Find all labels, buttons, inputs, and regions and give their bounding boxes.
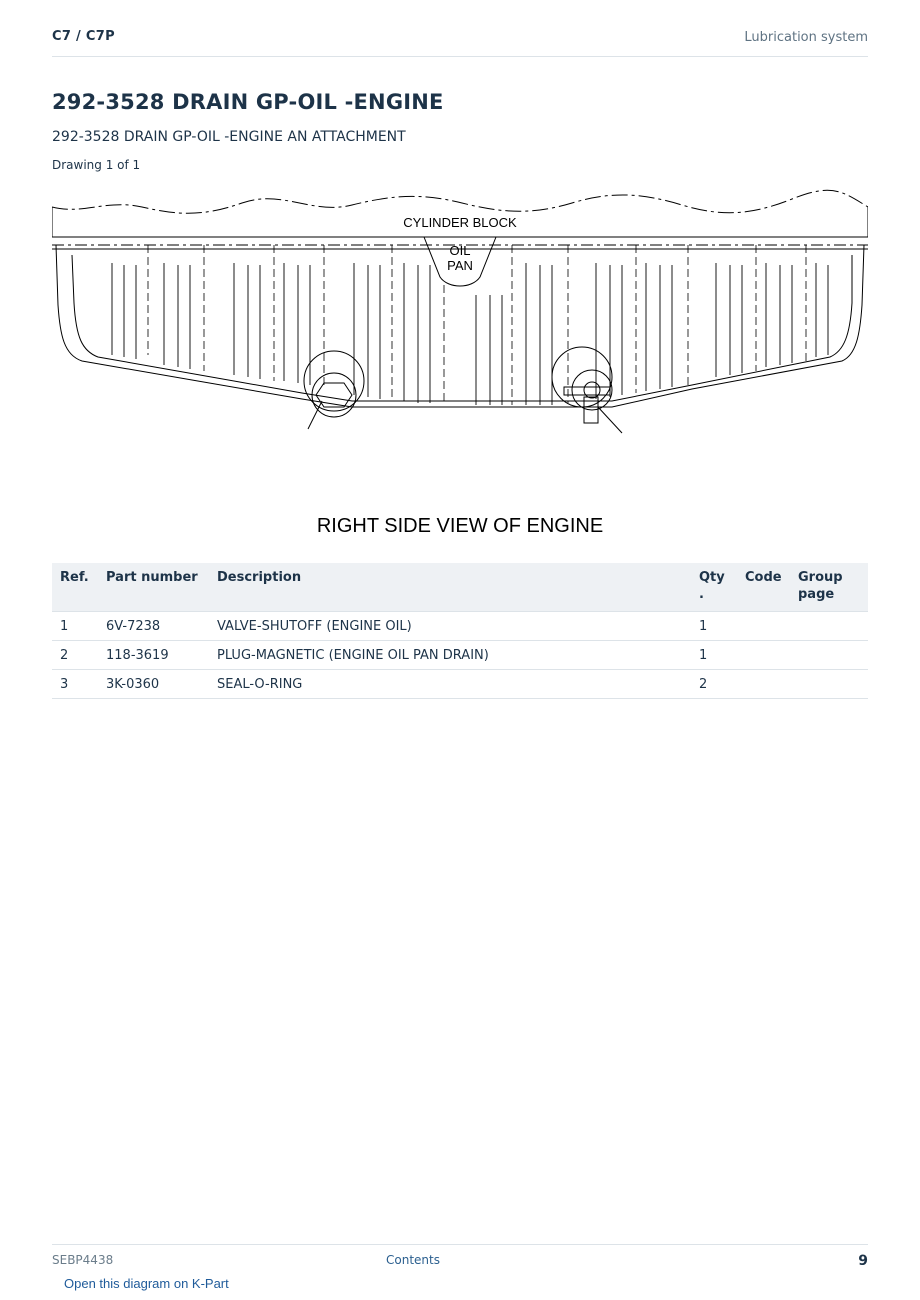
shutoff-valve-drawing — [552, 347, 622, 433]
description-cell: PLUG-MAGNETIC (ENGINE OIL PAN DRAIN) — [209, 641, 691, 670]
ref-cell: 1 — [52, 612, 98, 641]
group-page-cell — [790, 641, 868, 670]
group-page-header: Group page — [790, 563, 868, 612]
break-line — [52, 190, 868, 213]
description-header: Description — [209, 563, 691, 612]
contents-link[interactable]: Contents — [386, 1253, 440, 1267]
code-header: Code — [737, 563, 790, 612]
page-header — [52, 28, 868, 57]
page-subtitle: 292-3528 DRAIN GP-OIL -ENGINE AN ATTACHMENT — [52, 129, 406, 145]
table-header-row — [52, 563, 868, 612]
qty-cell: 1 — [691, 641, 737, 670]
diagram-caption: RIGHT SIDE VIEW OF ENGINE — [316, 515, 604, 537]
code-cell — [737, 670, 790, 699]
table-row — [52, 641, 868, 670]
oil-pan-diagram — [52, 185, 868, 450]
ref-cell: 3 — [52, 670, 98, 699]
page-title: 292-3528 DRAIN GP-OIL -ENGINE — [52, 90, 444, 114]
cylinder-block-label: CYLINDER BLOCK — [403, 215, 517, 230]
description-cell: VALVE-SHUTOFF (ENGINE OIL) — [209, 612, 691, 641]
code-cell — [737, 641, 790, 670]
model-label: C7 / C7P — [52, 29, 115, 44]
section-label: Lubrication system — [744, 30, 868, 45]
part-number-cell: 3K-0360 — [98, 670, 209, 699]
page-number: 9 — [858, 1253, 868, 1269]
parts-table — [52, 563, 868, 699]
drawing-count-label: Drawing 1 of 1 — [52, 158, 141, 172]
qty-header: Qty . — [691, 563, 737, 612]
group-page-cell — [790, 612, 868, 641]
drain-plug-drawing — [304, 351, 364, 429]
table-row — [52, 612, 868, 641]
page-footer — [52, 1244, 868, 1275]
ref-header: Ref. — [52, 563, 98, 612]
description-cell: SEAL-O-RING — [209, 670, 691, 699]
group-page-cell — [790, 670, 868, 699]
oil-label: OIL — [449, 243, 471, 258]
part-number-header: Part number — [98, 563, 209, 612]
document-id: SEBP4438 — [52, 1253, 114, 1267]
code-cell — [737, 612, 790, 641]
table-row — [52, 670, 868, 699]
part-number-cell: 118-3619 — [98, 641, 209, 670]
kpart-link[interactable]: Open this diagram on K-Part — [64, 1276, 229, 1291]
pan-label: PAN — [447, 258, 473, 273]
qty-cell: 1 — [691, 612, 737, 641]
ref-cell: 2 — [52, 641, 98, 670]
qty-cell: 2 — [691, 670, 737, 699]
part-number-cell: 6V-7238 — [98, 612, 209, 641]
